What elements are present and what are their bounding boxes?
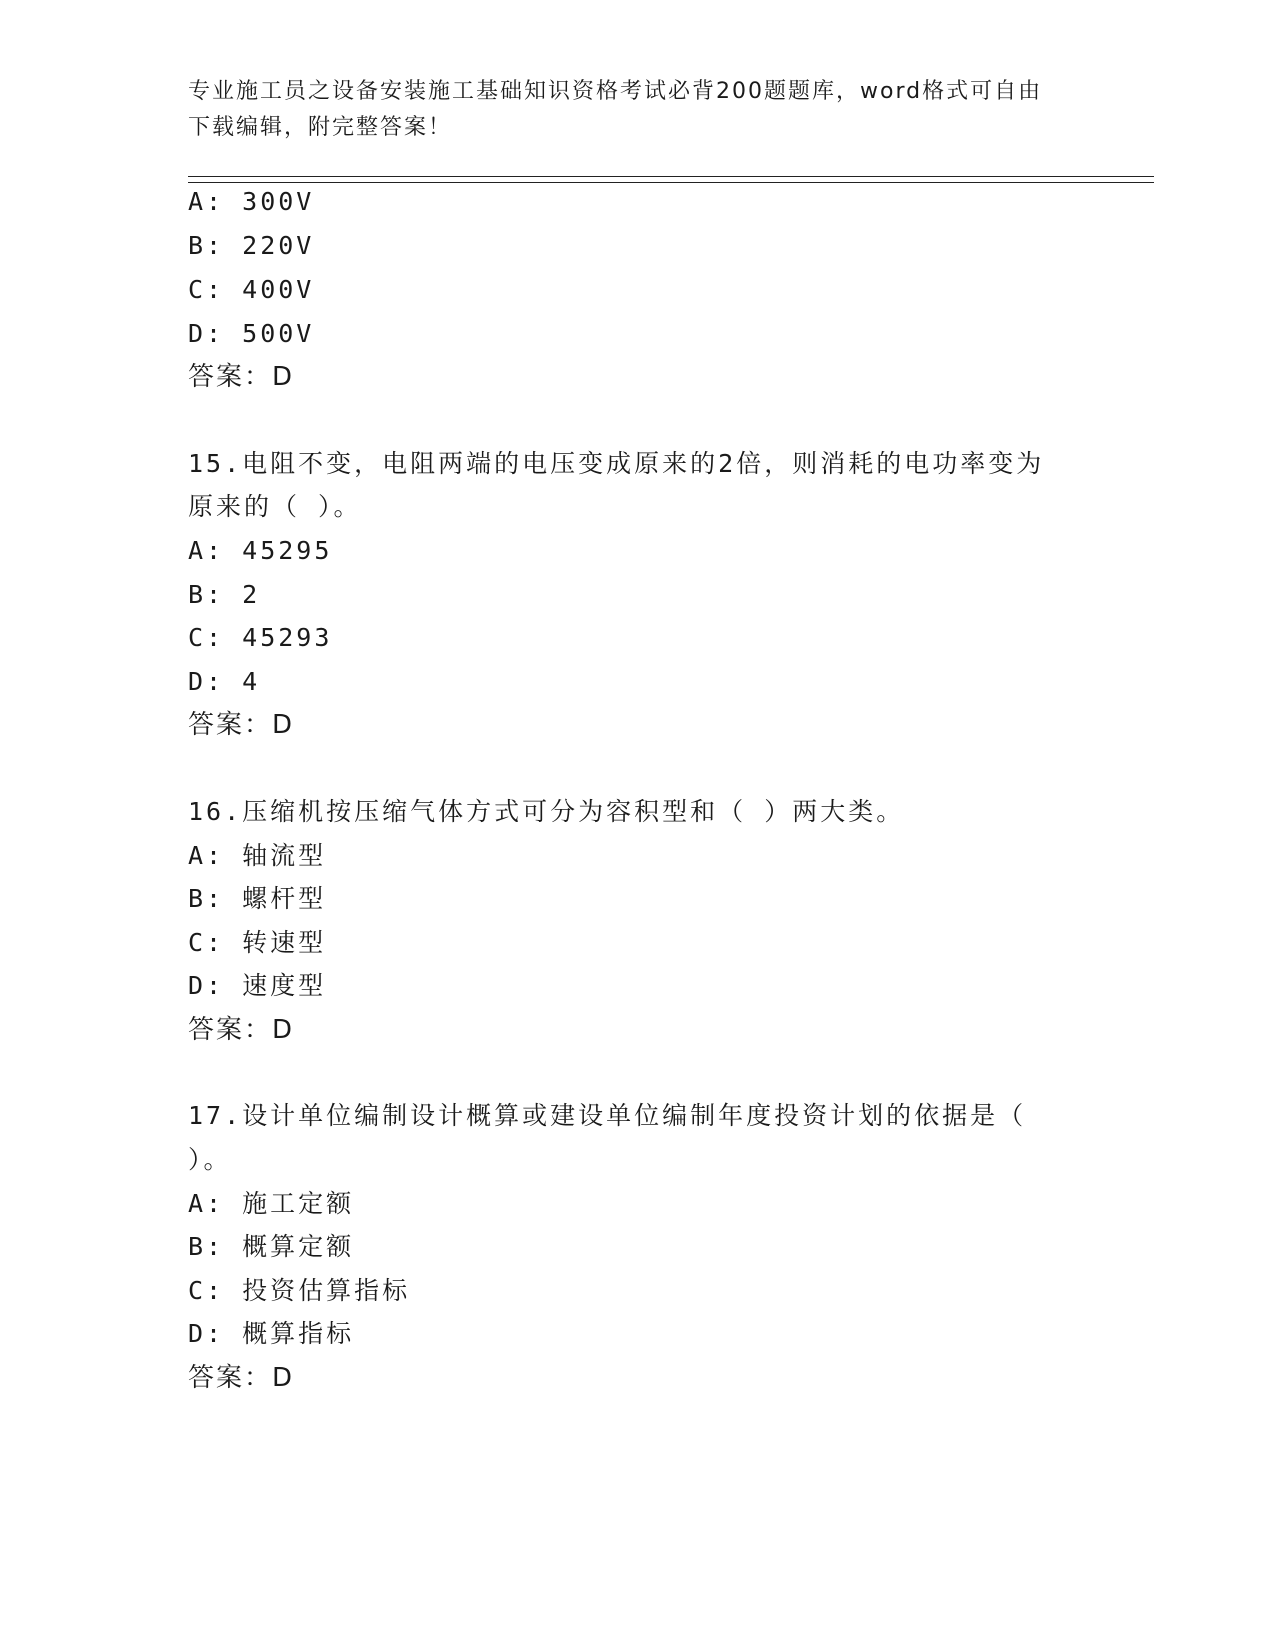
header-line-2: 下载编辑，附完整答案！ xyxy=(188,115,453,140)
document-header xyxy=(188,74,1088,146)
q14-option-d: D: 500V xyxy=(188,319,315,348)
q17-option-b: B: 概算定额 xyxy=(188,1232,355,1261)
q14-answer: 答案：D xyxy=(188,362,295,392)
q17-option-c: C: 投资估算指标 xyxy=(188,1276,411,1305)
q17-stem-line-1: 17.设计单位编制设计概算或建设单位编制年度投资计划的依据是（ xyxy=(188,1101,1027,1130)
q15-option-d: D: 4 xyxy=(188,667,261,696)
q16-option-b: B: 螺杆型 xyxy=(188,884,327,913)
q15-stem-line-2: 原来的（ ）。 xyxy=(188,492,362,521)
header-divider-top xyxy=(188,176,1154,177)
q15-answer: 答案：D xyxy=(188,710,295,740)
q14-option-a: A: 300V xyxy=(188,187,315,216)
q17-option-d: D: 概算指标 xyxy=(188,1319,355,1348)
q16-option-d: D: 速度型 xyxy=(188,971,327,1000)
q16-option-a: A: 轴流型 xyxy=(188,841,327,870)
q15-option-b: B: 2 xyxy=(188,580,261,609)
q16-stem-line-1: 16.压缩机按压缩气体方式可分为容积型和（ ）两大类。 xyxy=(188,797,905,826)
q16-answer: 答案：D xyxy=(188,1015,295,1045)
q14-option-b: B: 220V xyxy=(188,231,315,260)
q15-stem-line-1: 15.电阻不变，电阻两端的电压变成原来的2倍，则消耗的电功率变为 xyxy=(188,449,1045,478)
q15-option-c: C: 45293 xyxy=(188,623,333,652)
q14-option-c: C: 400V xyxy=(188,275,315,304)
q17-answer: 答案：D xyxy=(188,1363,295,1393)
q17-stem-line-2: ）。 xyxy=(188,1145,232,1174)
header-divider-bottom xyxy=(188,182,1154,183)
q17-option-a: A: 施工定额 xyxy=(188,1189,355,1218)
header-line-1: 专业施工员之设备安装施工基础知识资格考试必背200题题库，word格式可自由 xyxy=(188,79,1043,104)
q15-option-a: A: 45295 xyxy=(188,536,333,565)
q16-option-c: C: 转速型 xyxy=(188,928,327,957)
